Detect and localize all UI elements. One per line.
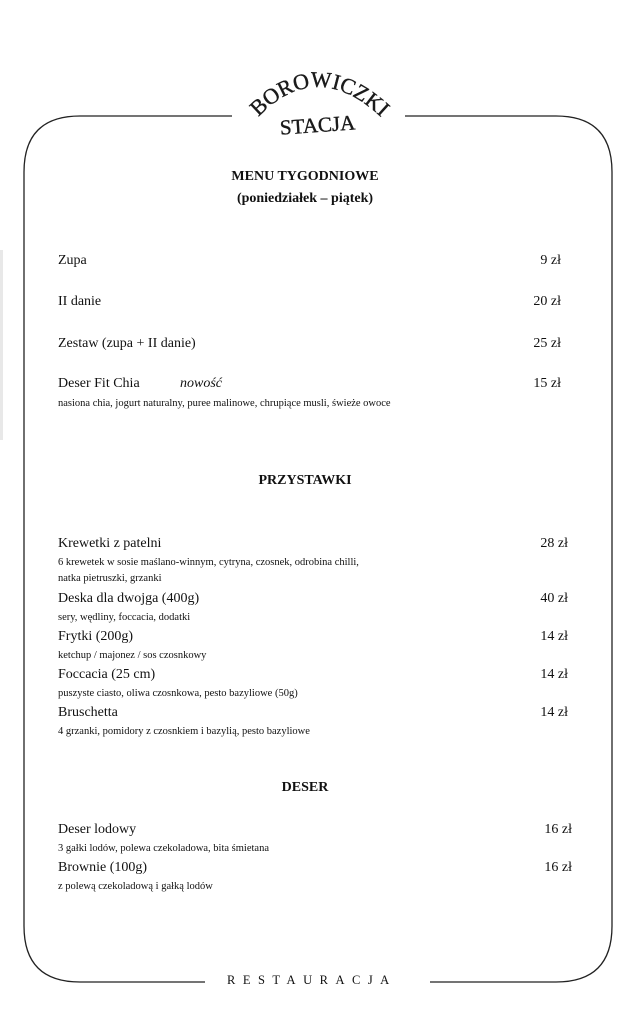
- menu-item-price: 25 zł: [533, 336, 561, 351]
- menu-item-price: 20 zł: [533, 294, 561, 309]
- new-item-tag: nowość: [180, 376, 222, 391]
- menu-item-price: 40 zł: [540, 591, 568, 606]
- menu-item-name: Deser lodowy: [58, 822, 137, 837]
- menu-item-price: 15 zł: [533, 376, 561, 391]
- menu-item-description: ketchup / majonez / sos czosnkowy: [58, 650, 207, 661]
- dessert-title: DESER: [281, 780, 329, 795]
- menu-item-price: 14 zł: [540, 667, 568, 682]
- menu-item-name: Zupa: [58, 253, 87, 268]
- menu-item-name: II danie: [58, 294, 102, 309]
- menu-item-name: Brownie (100g): [58, 860, 148, 875]
- weekly-menu-title: MENU TYGODNIOWE: [231, 169, 379, 184]
- menu-item-description: nasiona chia, jogurt naturalny, puree malinowe, chrupiące musli, świeże owoce: [58, 398, 391, 409]
- menu-item-name: Bruschetta: [58, 705, 118, 720]
- menu-item-name: Deska dla dwojga (400g): [58, 591, 200, 606]
- menu-item-name: Foccacia (25 cm): [58, 667, 156, 682]
- menu-item-price: 14 zł: [540, 705, 568, 720]
- menu-item-description: 6 krewetek w sosie maślano-winnym, cytryna, czosnek, odrobina chilli,: [58, 557, 359, 568]
- menu-item-description: natka pietruszki, grzanki: [58, 573, 162, 584]
- menu-item-name: Frytki (200g): [58, 629, 134, 644]
- logo-top-text: BOROWICZKI: [244, 66, 395, 122]
- starters-title: PRZYSTAWKI: [258, 473, 352, 488]
- footer-restauracja: RESTAURACJA: [227, 973, 397, 987]
- menu-item-price: 28 zł: [540, 536, 568, 551]
- menu-item-price: 14 zł: [540, 629, 568, 644]
- borowiczki-logo: [238, 52, 400, 144]
- menu-item-description: sery, wędliny, foccacia, dodatki: [58, 612, 191, 623]
- menu-item-description: z polewą czekoladową i gałką lodów: [58, 881, 213, 892]
- logo-bottom-text: STACJA: [279, 110, 356, 140]
- menu-item-name: Krewetki z patelni: [58, 536, 162, 551]
- menu-item-description: 4 grzanki, pomidory z czosnkiem i bazylią, pesto bazyliowe: [58, 726, 310, 737]
- menu-item-name: Zestaw (zupa + II danie): [58, 336, 196, 351]
- menu-item-price: 16 zł: [544, 822, 572, 837]
- menu-item-description: puszyste ciasto, oliwa czosnkowa, pesto bazyliowe (50g): [58, 688, 298, 699]
- menu-item-price: 9 zł: [540, 253, 561, 268]
- weekly-menu-subtitle: (poniedziałek – piątek): [236, 191, 374, 206]
- menu-item-name: Deser Fit Chia: [58, 376, 140, 391]
- menu-item-price: 16 zł: [544, 860, 572, 875]
- menu-item-description: 3 gałki lodów, polewa czekoladowa, bita śmietana: [58, 843, 269, 854]
